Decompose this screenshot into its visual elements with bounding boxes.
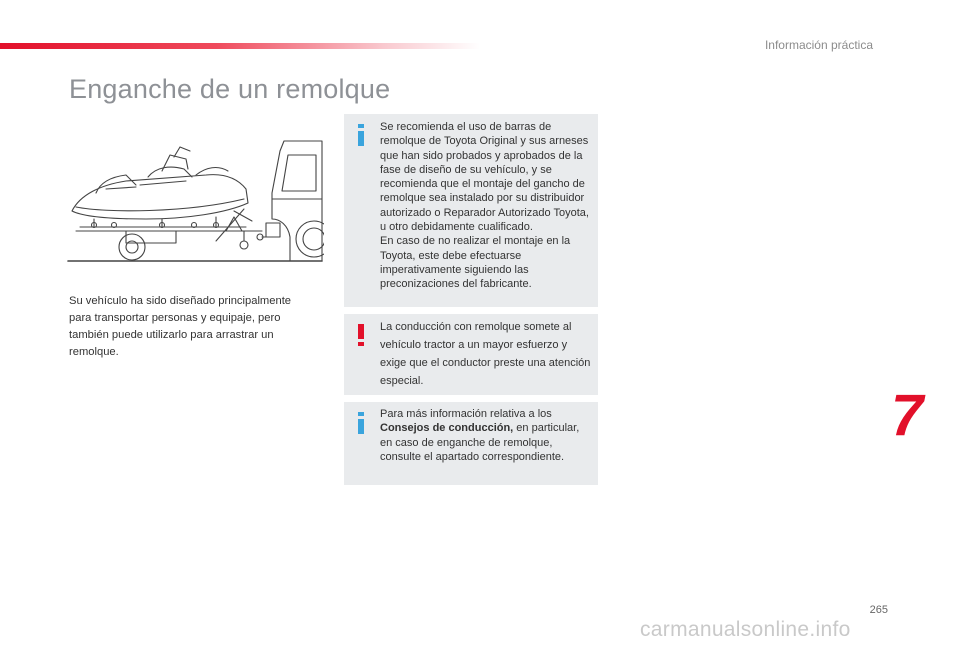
warning-box-towing [344,314,598,395]
watermark-text: carmanualsonline.info [640,618,851,641]
section-title: Información práctica [764,38,873,52]
intro-paragraph: Su vehículo ha sido diseñado principalmente para transportar personas y equipaje, pero también puede utilizarlo para arrastrar un remolque. [69,295,292,358]
info-text-before: Para más información relativa a los [380,408,552,420]
warning-text: La conducción con remolque somete al vehículo tractor a un mayor esfuerzo y exige que el conductor preste una atención especial. [380,321,591,387]
info-icon [354,124,368,146]
header-accent-bar [0,43,480,49]
chapter-number: 7 [891,383,924,448]
info-text-after: en particular, en caso de enganche de remolque, consulte el apartado correspondiente. [380,422,580,463]
info-text: Se recomienda el uso de barras de remolque de Toyota Original y sus arneses que han sido probados y aprobados de la fase de diseño de su vehículo, y se recomienda que el montaje del gancho de remolque sea instalado por su distribuidor autorizado o Reparador Autorizado Toyota, u otro debidamente cualificado. [380,121,589,234]
trailer-illustration [66,133,324,267]
info-icon [354,412,368,434]
info-box-driving-advice [344,402,598,485]
page-number: 265 [869,604,888,616]
page-title: Enganche de un remolque [69,74,391,104]
info-box-recommendation [344,114,598,307]
info-text-2: En caso de no realizar el montaje en la Toyota, este debe efectuarse imperativamente siguiendo las preconizaciones del fabricante. [380,235,571,291]
warning-icon [354,324,368,346]
driving-advice-link-text: Consejos de conducción, [380,422,514,435]
